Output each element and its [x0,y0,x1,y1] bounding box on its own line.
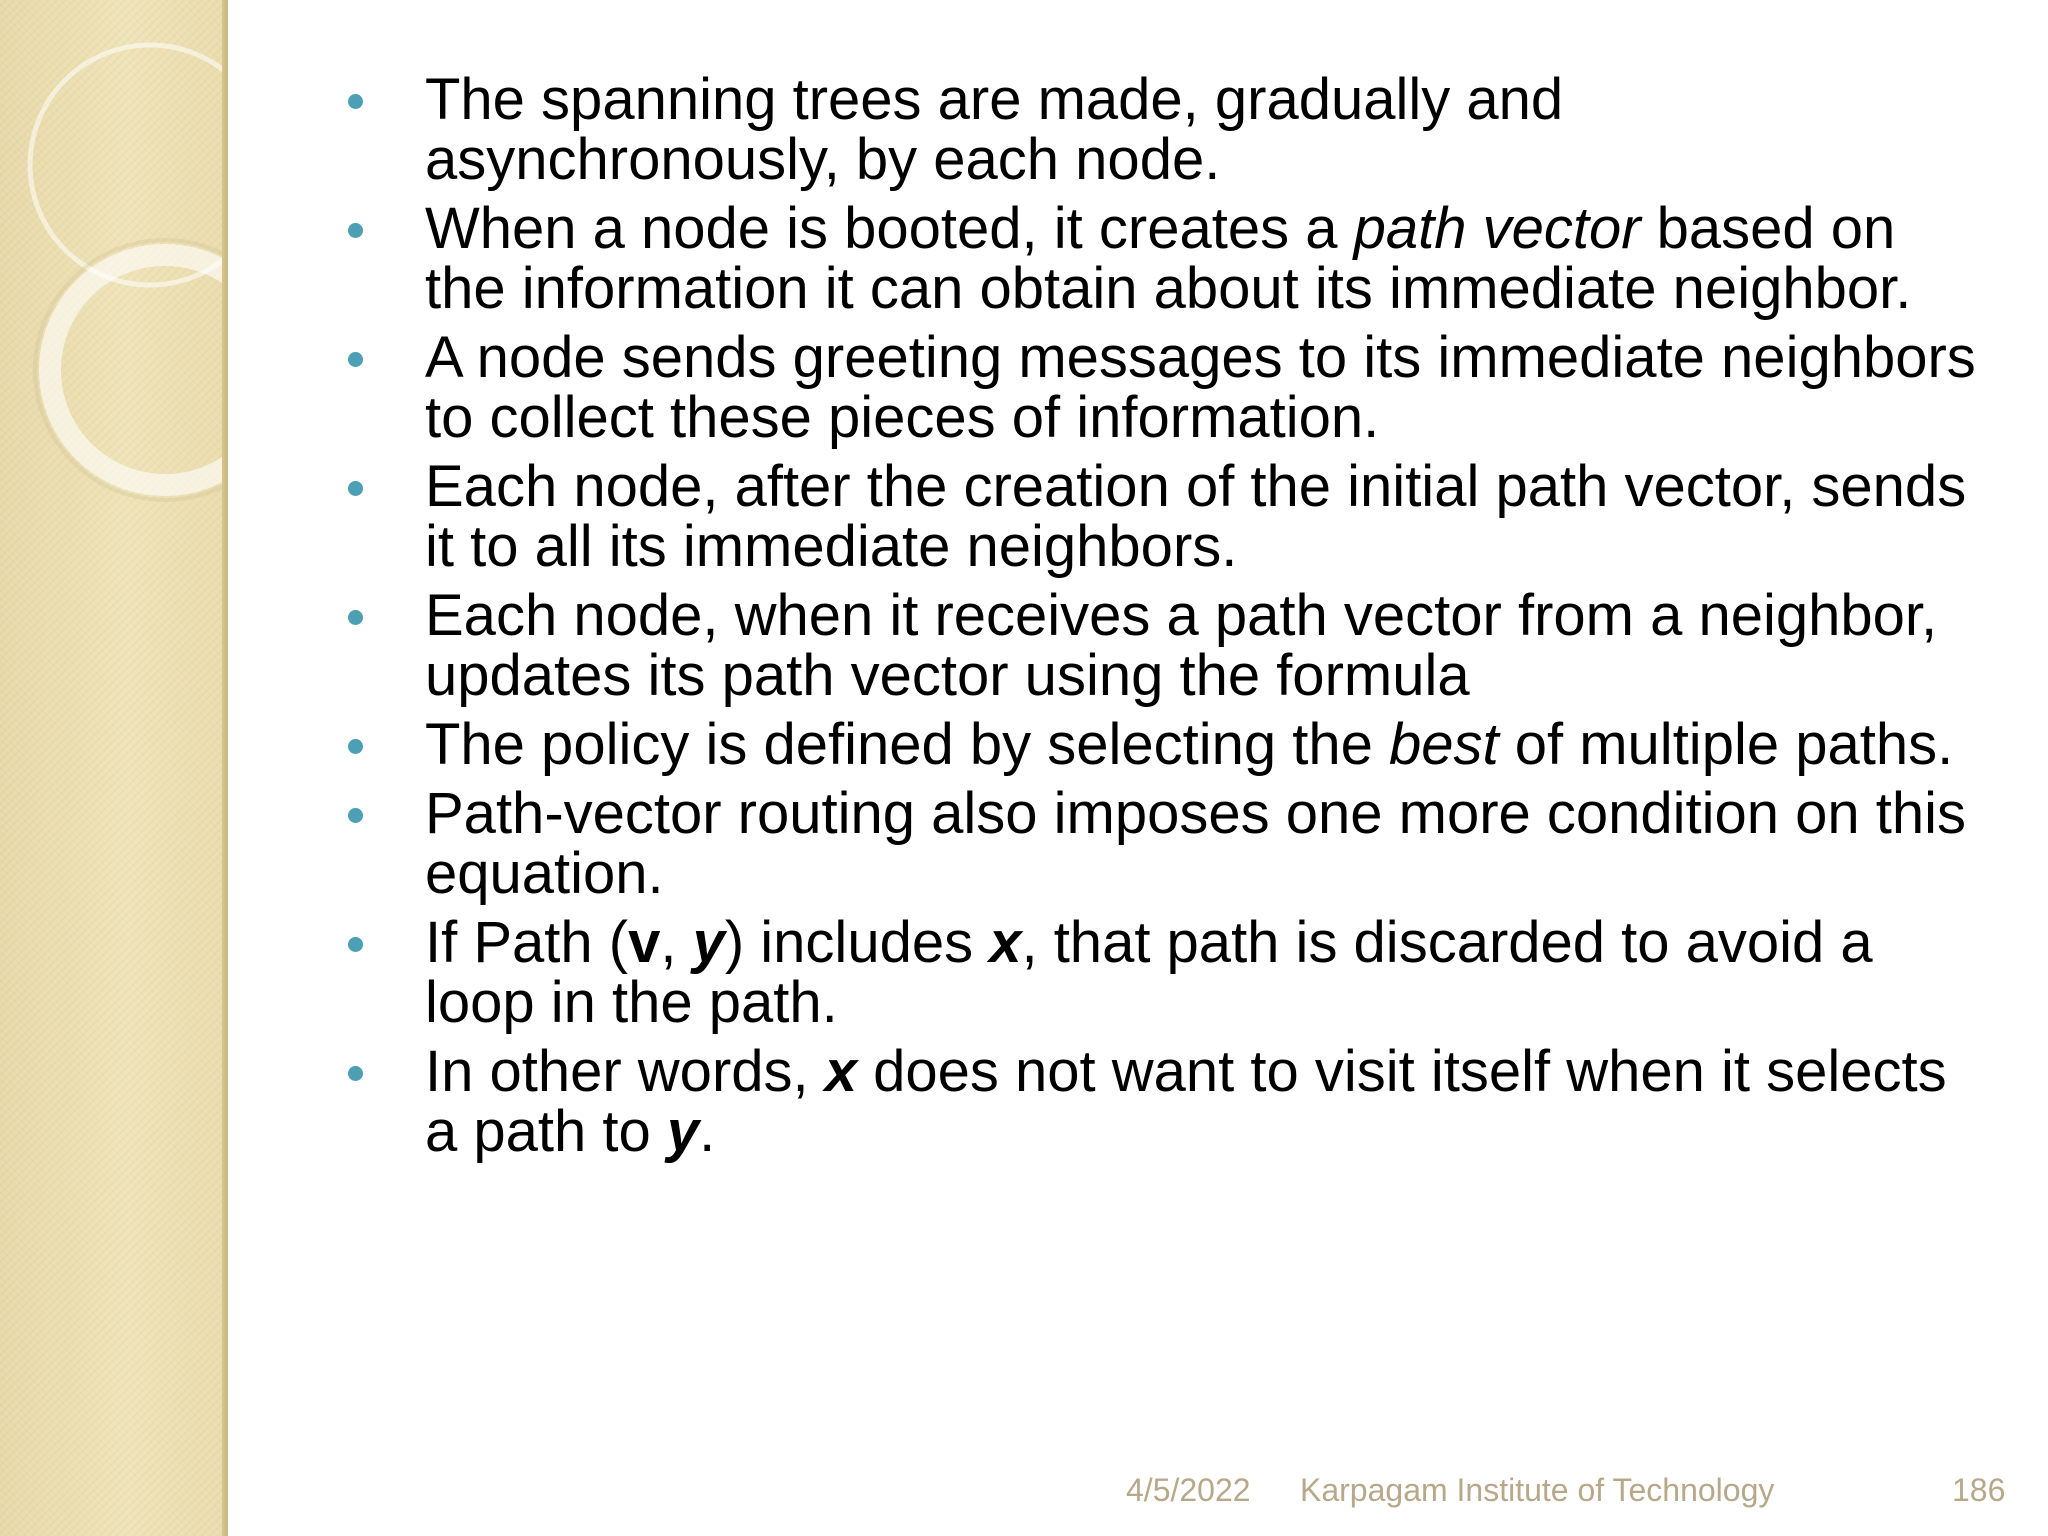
bullet-text-segment: Path-vector routing also imposes one more condition on this equation. [425,781,1967,906]
bullet-text-segment: path vector [1353,196,1641,261]
footer-organization: Karpagam Institute of Technology [1300,1472,1775,1508]
bullet-dot-icon [348,937,363,952]
side-panel-edge [222,0,228,1536]
bullet-text-segment: The spanning trees are made, gradually and asynchronously, by each node. [425,67,1564,192]
bullet-dot-icon [348,481,363,496]
bullet-text-segment: Each node, after the creation of the initial path vector, sends it to all its immediate neighbors. [425,454,1967,579]
bullet-item [350,781,1990,906]
bullet-text-segment: x [989,910,1022,975]
bullet-text [425,196,1990,321]
bullet-dot-icon [348,808,363,823]
bullet-dot-icon [348,610,363,625]
slide-content [350,67,1990,1171]
footer-date: 4/5/2022 [1126,1472,1251,1508]
bullet-item [350,910,1990,1035]
bullet-text-segment: y [692,910,725,975]
bullet-text-segment: . [699,1099,716,1164]
bullet-text-segment: The policy is defined by selecting the [425,712,1389,777]
bullet-text-segment: best [1389,712,1499,777]
bullet-item [350,583,1990,708]
bullet-item [350,196,1990,321]
bullet-item [350,325,1990,450]
bullet-text-segment: ) includes [724,910,990,975]
bullet-item [350,712,1990,777]
bullet-text-segment: Each node, when it receives a path vector from a neighbor, updates its path vector using the formula [425,583,1938,708]
bullet-text [425,910,1990,1035]
bullet-dot-icon [348,739,363,754]
bullet-dot-icon [348,352,363,367]
bullet-text-segment: does not want to visit itself when it selects a path to [425,1039,1947,1164]
bullet-text-segment: In other words, [425,1039,825,1104]
bullet-dot-icon [348,94,363,109]
bullet-text-segment: v [628,910,661,975]
bullet-text-segment: When a node is booted, it creates a [425,196,1354,261]
bullet-list [350,67,1990,1164]
footer-page-number: 186 [1952,1472,2006,1508]
bullet-text-segment: x [824,1039,858,1104]
bullet-text [425,325,1990,450]
bullet-text-segment: of multiple paths. [1498,712,1954,777]
bullet-text-segment: based on the information it can obtain about its immediate neighbor. [425,196,1912,321]
bullet-text [425,583,1990,708]
bullet-dot-icon [348,223,363,238]
bullet-text-segment: , that path is discarded to avoid a loop in the path. [425,910,1873,1035]
bullet-text [425,1039,1990,1164]
bullet-text [425,67,1990,192]
bullet-text-segment: y [666,1099,700,1164]
bullet-text [425,454,1990,579]
bullet-text [425,781,1990,906]
bullet-text-segment: , [660,910,693,975]
bullet-item [350,1039,1990,1164]
bullet-text-segment: A node sends greeting messages to its immediate neighbors to collect these pieces of information. [425,325,1976,450]
decorative-side-panel [0,0,228,1536]
decorative-rings [0,0,228,520]
bullet-text [425,712,1990,777]
bullet-dot-icon [348,1066,363,1081]
bullet-item [350,67,1990,192]
bullet-item [350,454,1990,579]
bullet-text-segment: If Path ( [425,910,629,975]
